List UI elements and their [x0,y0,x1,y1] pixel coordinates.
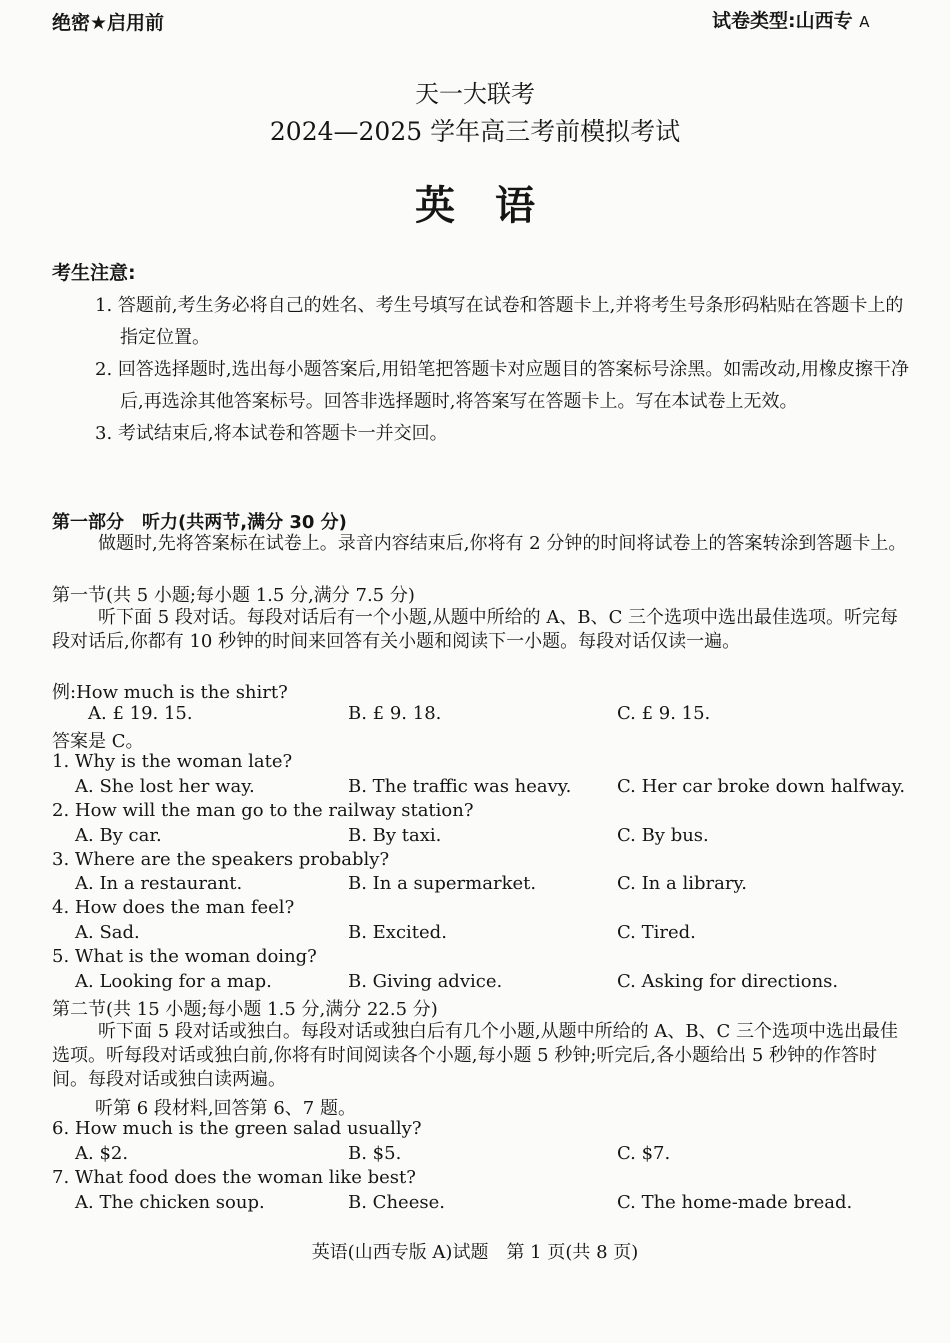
example-answer: 答案是 C。 [52,731,144,752]
q1-option-a: A. She lost her way. [75,776,255,797]
q2-option-a: A. By car. [75,825,162,846]
q5-option-a: A. Looking for a map. [75,971,272,992]
example-option-a: A. £ 19. 15. [88,703,193,724]
part1-intro: 做题时,先将答案标在试卷上。录音内容结束后,你将有 2 分钟的时间将试卷上的答案转涂到答题卡上。 [98,533,907,554]
question-6: 6. How much is the green salad usually? [52,1118,422,1139]
q6-option-c: C. $7. [617,1143,671,1164]
q2-option-c: C. By bus. [617,825,709,846]
question-4: 4. How does the man feel? [52,897,295,918]
q2-option-b: B. By taxi. [348,825,442,846]
q1-option-b: B. The traffic was heavy. [348,776,572,797]
q7-option-c: C. The home-made bread. [617,1192,853,1213]
notice-item-2: 2. 回答选择题时,选出每小题答案后,用铅笔把答题卡对应题目的答案标号涂黑。如需改动,用橡皮擦干净后,再选涂其他答案标号。回答非选择题时,将答案写在答题卡上。写在本试卷上无效。 [95,359,910,412]
part1-heading: 第一部分 听力(共两节,满分 30 分) [52,512,347,533]
q1-option-c: C. Her car broke down halfway. [617,776,906,797]
question-7: 7. What food does the woman like best? [52,1167,416,1188]
q7-option-a: A. The chicken soup. [75,1192,265,1213]
q3-option-a: A. In a restaurant. [75,873,243,894]
q4-option-c: C. Tired. [617,922,696,943]
notice-item-3: 3. 考试结束后,将本试卷和答题卡一并交回。 [95,423,448,444]
example-question: 例:How much is the shirt? [52,682,288,703]
paper-type-suffix: A [859,13,870,31]
exam-org-title: 天一大联考 [415,80,535,108]
secret-label: 绝密★启用前 [52,12,165,34]
subject-title: 英语 [415,183,575,229]
section1-intro: 听下面 5 段对话。每段对话后有一个小题,从题中所给的 A、B、C 三个选项中选出最佳选项。听完每段对话后,你都有 10 秒钟的时间来回答有关小题和阅读下一小题。每段对话仅读一遍。 [52,607,899,652]
paper-type-label [712,6,870,33]
q3-option-c: C. In a library. [617,873,747,894]
page-footer: 英语(山西专版 A)试题 第 1 页(共 8 页) [311,1242,639,1263]
question-3: 3. Where are the speakers probably? [52,849,390,870]
section2-heading: 第二节(共 15 小题;每小题 1.5 分,满分 22.5 分) [52,999,438,1020]
example-option-c: C. £ 9. 15. [617,703,711,724]
q5-option-b: B. Giving advice. [348,971,503,992]
notice-list [95,290,910,450]
q4-option-a: A. Sad. [75,922,140,943]
q7-option-b: B. Cheese. [348,1192,445,1213]
example-option-b: B. £ 9. 18. [348,703,442,724]
question-1: 1. Why is the woman late? [52,751,293,772]
notice-heading: 考生注意: [52,262,136,284]
material-6-instruction: 听第 6 段材料,回答第 6、7 题。 [95,1098,356,1119]
q3-option-b: B. In a supermarket. [348,873,537,894]
notice-item-1: 1. 答题前,考生务必将自己的姓名、考生号填写在试卷和答题卡上,并将考生号条形码粘贴在答题卡上的指定位置。 [95,295,904,348]
paper-type-text: 试卷类型:山西专 [712,10,853,32]
question-2: 2. How will the man go to the railway station? [52,800,474,821]
section2-intro: 听下面 5 段对话或独白。每段对话或独白后有几个小题,从题中所给的 A、B、C 三个选项中选出最佳选项。听每段对话或独白前,你将有时间阅读各个小题,每小题 5 秒钟;听完后,各小题给出 5 秒钟的作答时间。每段对话或独白读两遍。 [52,1021,899,1090]
q5-option-c: C. Asking for directions. [617,971,839,992]
q6-option-b: B. $5. [348,1143,402,1164]
section1-heading: 第一节(共 5 小题;每小题 1.5 分,满分 7.5 分) [52,585,415,606]
question-5: 5. What is the woman doing? [52,946,317,967]
q4-option-b: B. Excited. [348,922,447,943]
q6-option-a: A. $2. [75,1143,129,1164]
exam-title: 2024—2025 学年高三考前模拟考试 [269,117,681,146]
